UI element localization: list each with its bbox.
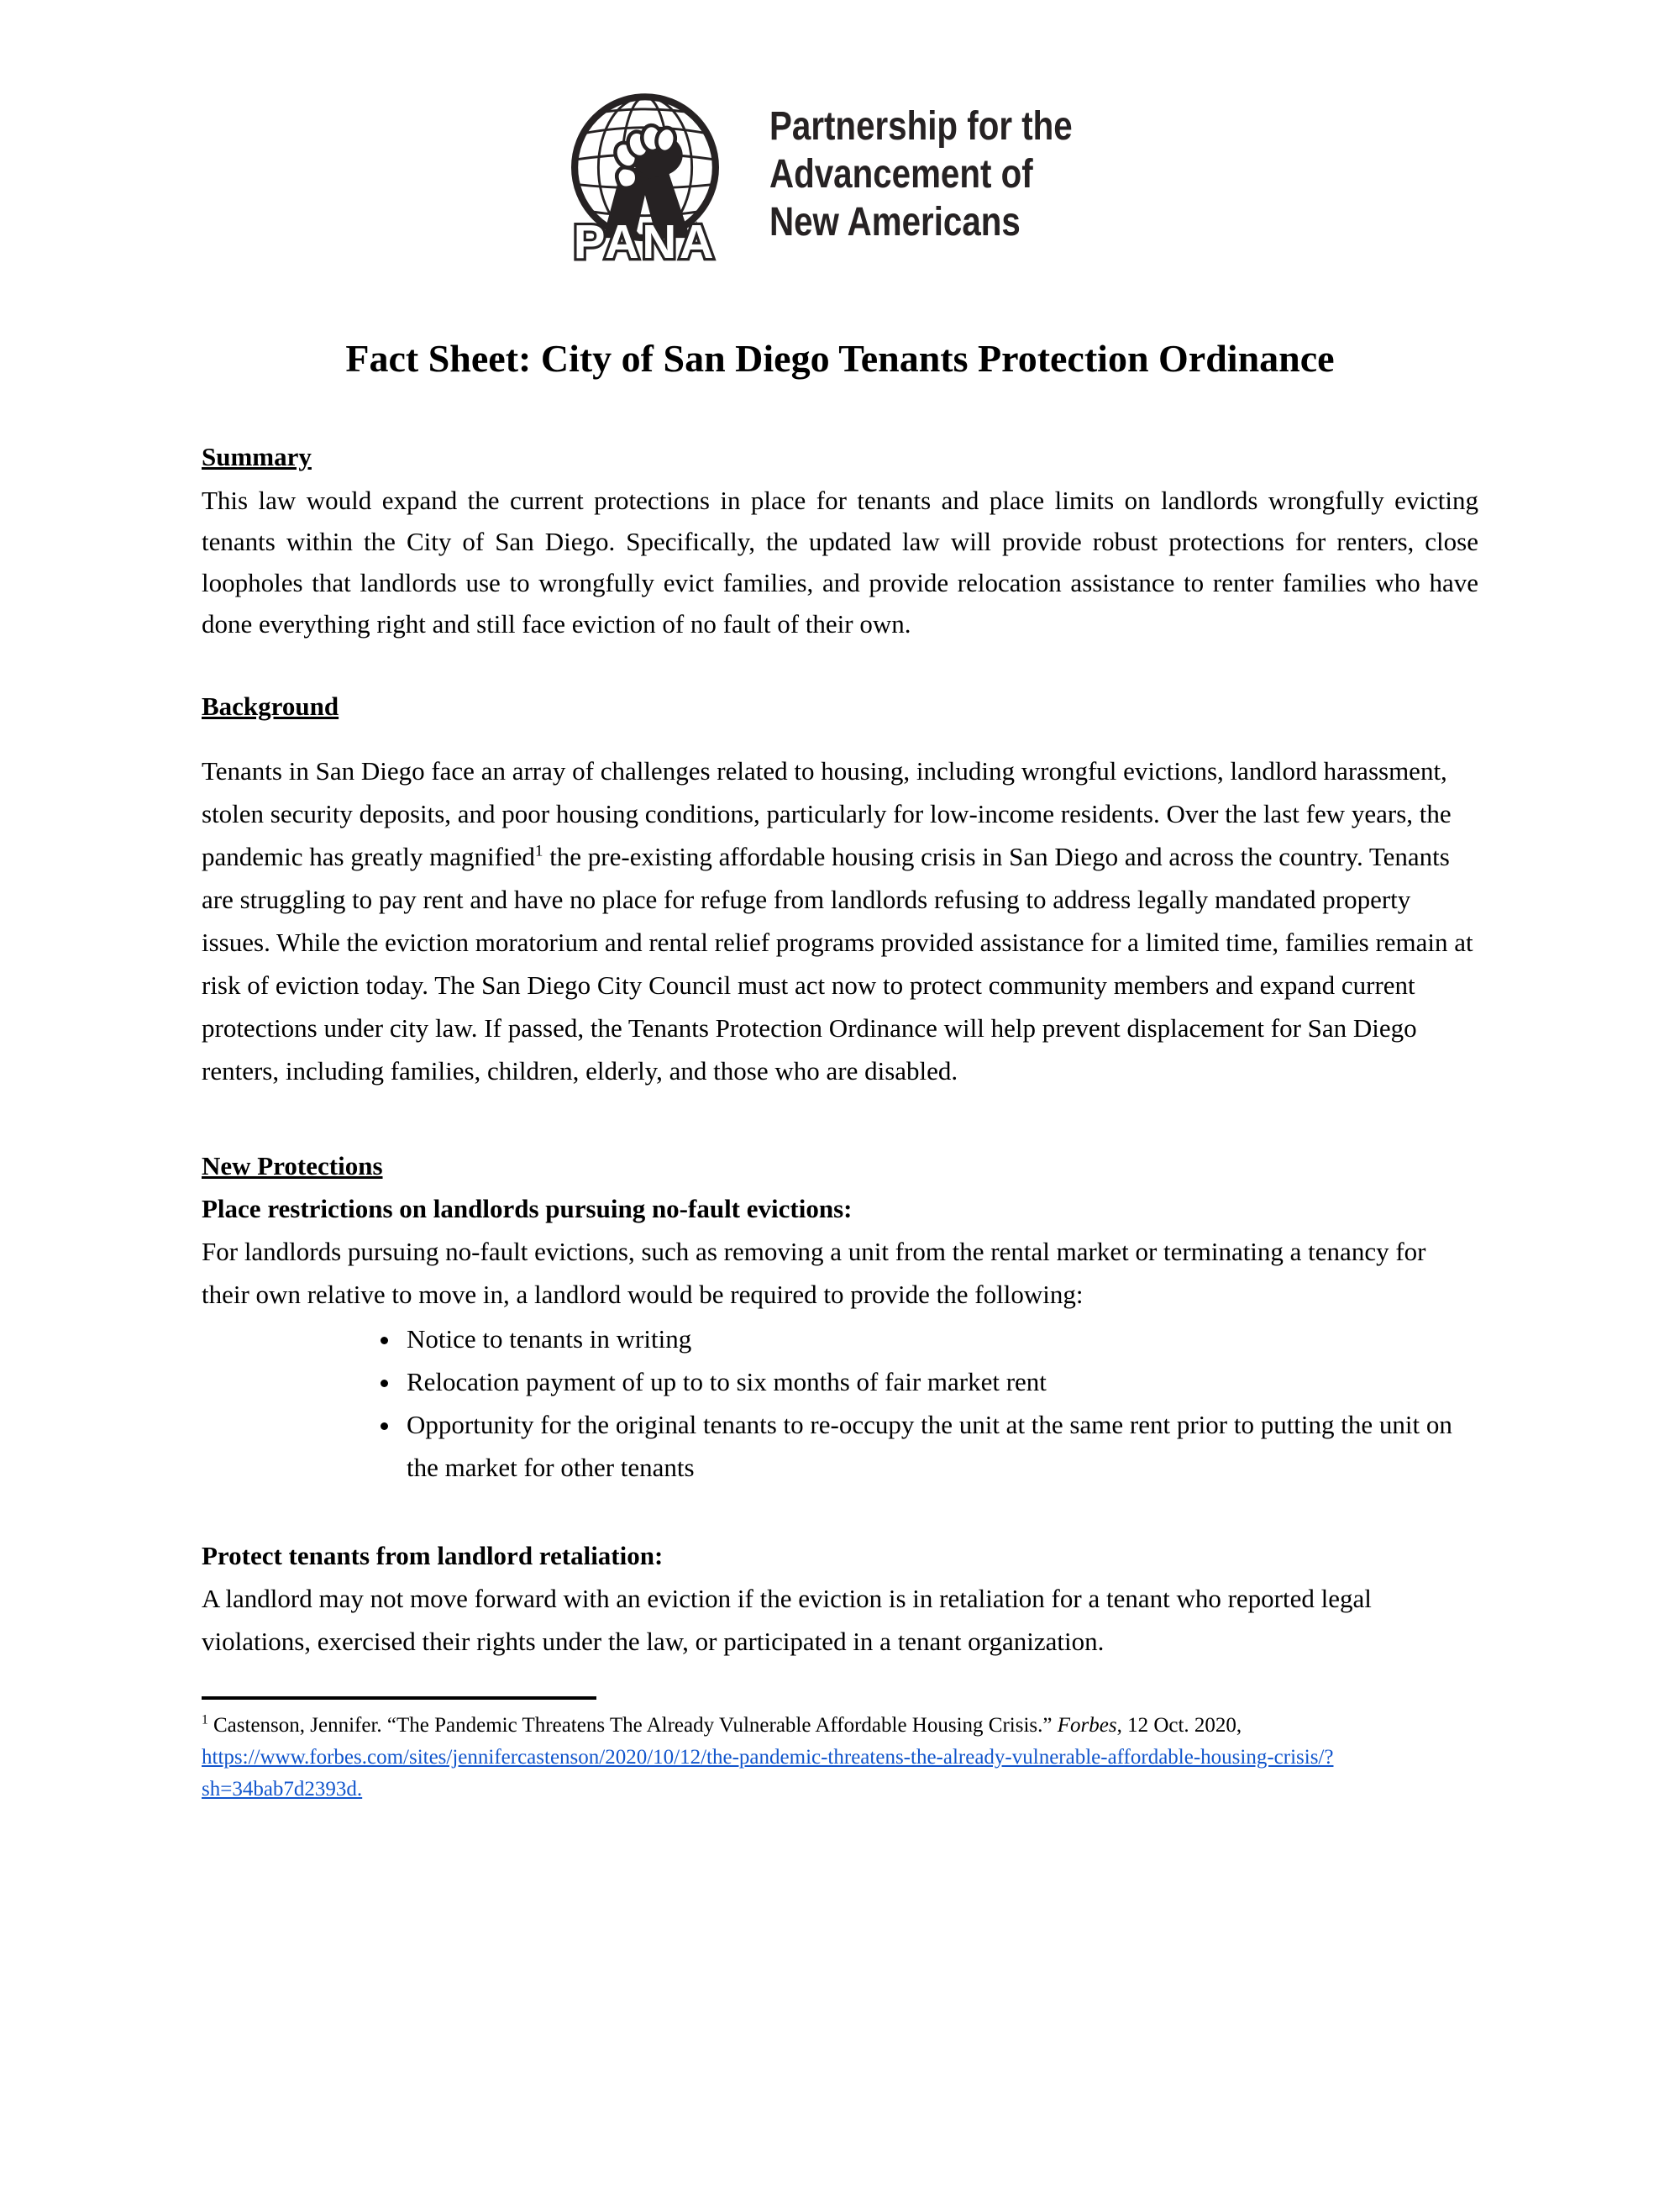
- no-fault-evictions-subheading: Place restrictions on landlords pursuing no-fault evictions:: [202, 1194, 853, 1223]
- wordmark-line: Advancement of: [769, 152, 1033, 197]
- background-paragraph: [202, 749, 1478, 1092]
- footnote-source-name: Forbes: [1057, 1714, 1117, 1737]
- protections-bullet-list: [202, 1317, 1478, 1489]
- footnote-number: 1: [202, 1712, 208, 1727]
- background-text-after-ref: the pre-existing affordable housing crisis in San Diego and across the country. Tenants are struggling to pay rent and have no place for refuge from landlords refusing to address legally mandated property issues. While the eviction moratorium and rental relief programs provided assistance for a limited time, families remain at risk of eviction today. The San Diego City Council must act now to protect community members and expand current protections under city law. If passed, the Tenants Protection Ordinance will help prevent displacement for San Diego renters, including families, children, elderly, and those who are disabled.: [202, 842, 1473, 1086]
- new-protections-heading: New Protections: [202, 1151, 383, 1180]
- document-title: Fact Sheet: City of San Diego Tenants Protection Ordinance: [345, 337, 1335, 380]
- background-text-before-ref: Tenants in San Diego face an array of challenges related to housing, including wrongful evictions, landlord harassment, stolen security deposits, and poor housing conditions, particularly for low-income residents. Over the last few years, the pandemic has greatly magnified: [202, 756, 1452, 871]
- retaliation-subheading: Protect tenants from landlord retaliation:: [202, 1541, 664, 1570]
- pana-globe-hands-icon: [549, 91, 741, 270]
- wordmark-line: New Americans: [769, 200, 1021, 244]
- footnote-citation-after-source: , 12 Oct. 2020,: [1116, 1714, 1242, 1737]
- pana-logo: [202, 91, 1478, 265]
- pana-acronym: PANA: [574, 214, 717, 265]
- pana-wordmark: [769, 103, 1073, 246]
- footnote: [202, 1710, 1478, 1806]
- summary-paragraph: This law would expand the current protections in place for tenants and place limits on landlords wrongfully evicting tenants within the City of San Diego. Specifically, the updated law will provide robust protections for renters, close loopholes that landlords use to wrongfully evict families, and provide relocation assistance to renter families who have done everything right and still face eviction of no fault of their own.: [202, 486, 1478, 639]
- bullet-item: • Opportunity for the original tenants to re-occupy the unit at the same rent prior to putting the unit on the market for other tenants: [402, 1403, 1478, 1489]
- footnote-citation-before-source: Castenson, Jennifer. “The Pandemic Threatens The Already Vulnerable Affordable Housing Crisis.”: [207, 1714, 1058, 1737]
- footnote-divider: [202, 1696, 596, 1700]
- footnote-reference-marker: 1: [534, 842, 543, 860]
- footnote-link[interactable]: https://www.forbes.com/sites/jennifercastenson/2020/10/12/the-pandemic-threatens-the-already-vulnerable-affordable-housing-crisis/?sh=34bab7d2393d.: [202, 1746, 1334, 1801]
- wordmark-line: Partnership for the: [769, 104, 1073, 149]
- summary-heading: Summary: [202, 442, 312, 471]
- background-heading: Background: [202, 691, 339, 721]
- bullet-item: • Relocation payment of up to to six months of fair market rent: [402, 1360, 1478, 1403]
- retaliation-paragraph: A landlord may not move forward with an eviction if the eviction is in retaliation for a tenant who reported legal violations, exercised their rights under the law, or participated in a tenant organization.: [202, 1584, 1372, 1656]
- no-fault-evictions-paragraph: For landlords pursuing no-fault evictions, such as removing a unit from the rental market or terminating a tenancy for their own relative to move in, a landlord would be required to provide the following:: [202, 1237, 1426, 1309]
- bullet-item: • Notice to tenants in writing: [402, 1317, 1478, 1360]
